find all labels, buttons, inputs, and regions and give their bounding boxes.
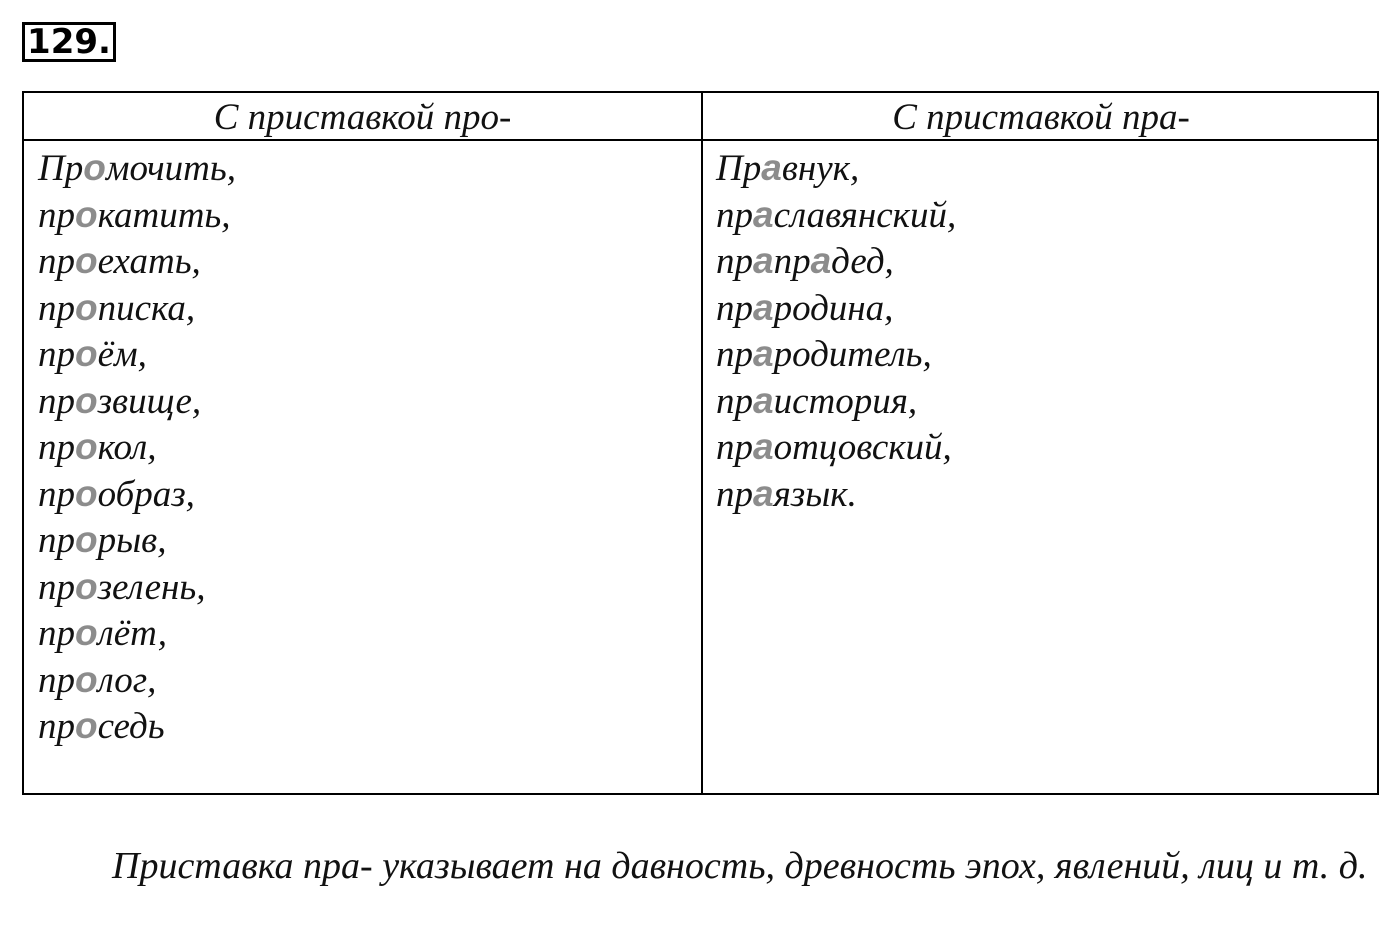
highlighted-vowel: а	[753, 379, 774, 421]
highlighted-vowel: а	[753, 193, 774, 235]
word-part: пр	[38, 287, 75, 329]
highlighted-vowel: а	[761, 147, 782, 188]
word-part: пр	[38, 706, 75, 747]
word-part: лог,	[97, 659, 157, 701]
pro-word	[38, 424, 236, 471]
header-divider	[24, 139, 1377, 141]
word-part: рыв,	[97, 520, 167, 561]
highlighted-vowel: о	[75, 286, 98, 328]
pro-word	[38, 285, 236, 332]
prefix-table	[22, 91, 1379, 795]
highlighted-vowel: о	[75, 240, 98, 281]
highlighted-vowel: а	[753, 333, 774, 374]
word-part: язык.	[773, 473, 857, 515]
pro-word	[38, 703, 236, 750]
pro-word-list	[38, 145, 236, 750]
highlighted-vowel: о	[75, 426, 98, 467]
highlighted-vowel: а	[810, 240, 832, 281]
word-part: родина,	[773, 287, 894, 329]
word-part: пр	[38, 566, 75, 608]
word-part: мочить,	[105, 148, 236, 189]
pra-word	[716, 424, 956, 471]
pra-word	[716, 145, 956, 192]
highlighted-vowel: а	[753, 426, 774, 467]
pro-word	[38, 657, 236, 704]
column-divider	[701, 93, 703, 793]
highlighted-vowel: а	[753, 286, 774, 328]
highlighted-vowel: а	[753, 472, 774, 514]
task-number: 129.	[22, 22, 116, 62]
word-part: зелень,	[97, 566, 206, 608]
word-part: дед,	[831, 241, 894, 282]
pro-word	[38, 238, 236, 285]
word-part: Пр	[716, 148, 762, 189]
pro-word	[38, 517, 236, 564]
word-part: пр	[716, 334, 753, 375]
word-part: пр	[716, 473, 753, 515]
header-pra-prefix: С приставкой пра-	[892, 97, 1190, 138]
highlighted-vowel: о	[75, 193, 98, 235]
word-part: славянский,	[773, 194, 957, 236]
pro-word	[38, 378, 236, 425]
word-part: ём,	[97, 334, 147, 375]
pra-word	[716, 331, 956, 378]
word-part: пр	[716, 287, 753, 329]
highlighted-vowel: о	[75, 705, 98, 746]
word-part: катить,	[97, 194, 231, 236]
pra-word	[716, 285, 956, 332]
conclusion-text: Приставка пра- указывает на давность, древность эпох, явлений, лиц и т. д.	[112, 845, 1368, 887]
pro-word	[38, 331, 236, 378]
highlighted-vowel: а	[753, 240, 774, 281]
word-part: образ,	[97, 473, 195, 515]
word-part: пр	[38, 427, 75, 468]
highlighted-vowel: о	[75, 658, 98, 700]
word-part: пр	[716, 194, 753, 236]
pra-word	[716, 192, 956, 239]
word-part: пр	[716, 427, 753, 468]
word-part: пр	[38, 520, 75, 561]
pro-word	[38, 610, 236, 657]
header-pro-prefix: С приставкой про-	[213, 97, 512, 138]
word-part: писка,	[97, 287, 196, 329]
highlighted-vowel: о	[75, 379, 98, 421]
word-part: история,	[773, 380, 918, 422]
word-part: седь	[97, 706, 165, 747]
pro-word	[38, 192, 236, 239]
word-part: родитель,	[773, 334, 932, 375]
word-part: пр	[38, 473, 75, 515]
pra-word-list	[716, 145, 956, 517]
word-part: внук,	[781, 148, 860, 189]
word-part: кол,	[97, 427, 157, 468]
highlighted-vowel: о	[75, 519, 98, 560]
word-part: пр	[38, 659, 75, 701]
word-part: пр	[38, 194, 75, 236]
highlighted-vowel: о	[75, 333, 98, 374]
pra-word	[716, 378, 956, 425]
word-part: звище,	[97, 380, 202, 422]
word-part: лёт,	[97, 613, 168, 654]
word-part: пр	[773, 241, 811, 282]
word-part: пр	[38, 613, 75, 654]
word-part: отцовский,	[773, 427, 952, 468]
pro-word	[38, 145, 236, 192]
word-part: пр	[38, 334, 75, 375]
pro-word	[38, 564, 236, 611]
word-part: ехать,	[97, 241, 201, 282]
highlighted-vowel: о	[75, 472, 98, 514]
word-part: пр	[716, 380, 753, 422]
word-part: пр	[38, 241, 75, 282]
highlighted-vowel: о	[75, 612, 98, 653]
word-part: пр	[716, 241, 753, 282]
highlighted-vowel: о	[83, 147, 106, 188]
word-part: пр	[38, 380, 75, 422]
word-part: Пр	[38, 148, 84, 189]
pra-word	[716, 471, 956, 518]
highlighted-vowel: о	[75, 565, 98, 607]
pra-word	[716, 238, 956, 285]
pro-word	[38, 471, 236, 518]
